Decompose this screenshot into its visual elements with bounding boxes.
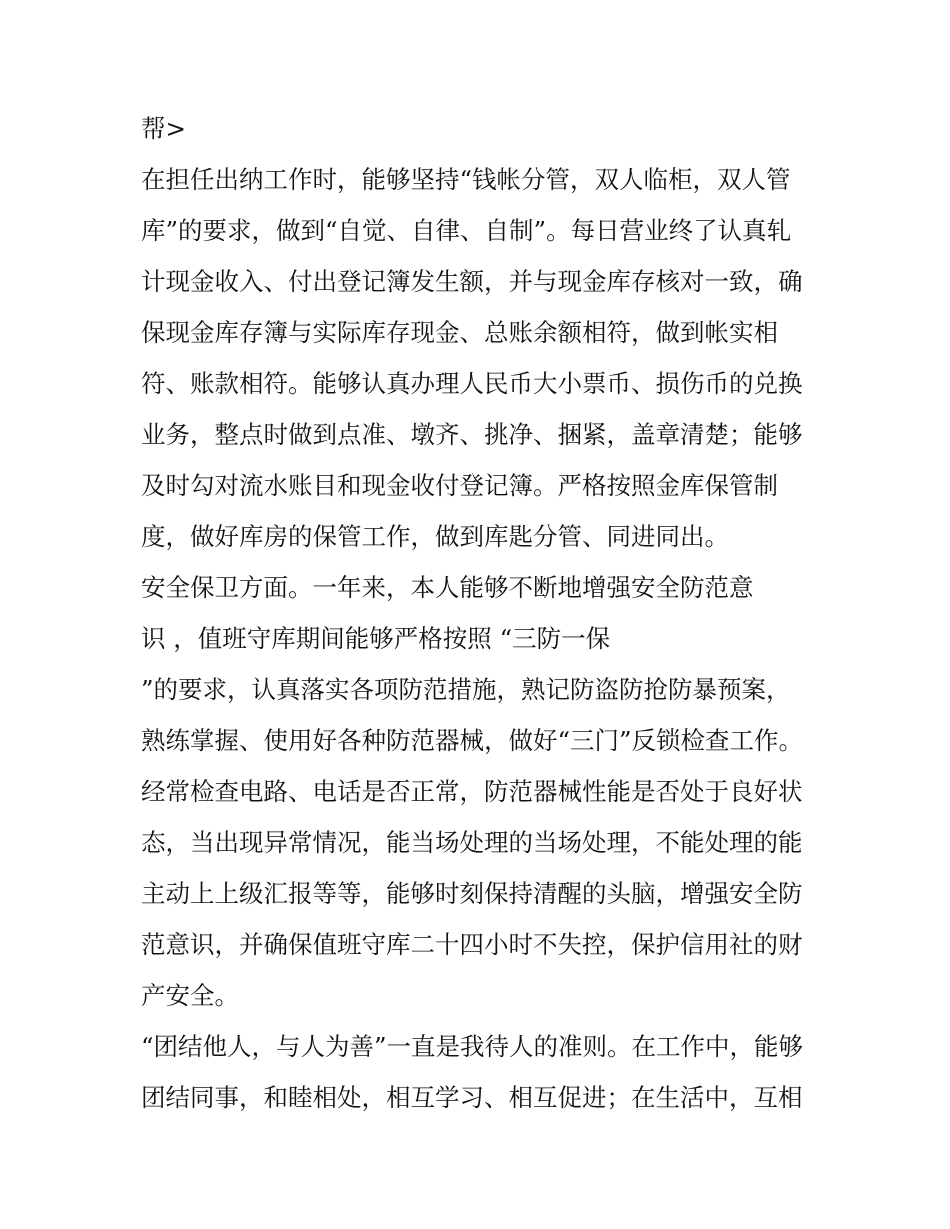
text-line: 度，做好库房的保管工作，做到库匙分管、同进同出。 xyxy=(141,522,729,551)
text-line: 熟练掌握、使用好各种防范器械，做好“三门”反锁检查工作。 xyxy=(141,726,804,755)
text-line: 计现金收入、付出登记簿发生额，并与现金库存核对一致，确 xyxy=(141,267,803,296)
text-line: 态，当出现异常情况，能当场处理的当场处理，不能处理的能 xyxy=(141,828,803,857)
text-line: 团结同事，和睦相处，相互学习、相互促进；在生活中，互相 xyxy=(141,1083,803,1112)
text-line: 保现金库存簿与实际库存现金、总账余额相符，做到帐实相 xyxy=(141,318,778,347)
text-line: 产安全。 xyxy=(141,981,239,1010)
text-line: ”的要求，认真落实各项防范措施，熟记防盗防抢防暴预案， xyxy=(141,675,791,704)
text-line: 安全保卫方面。一年来，本人能够不断地增强安全防范意 xyxy=(141,573,754,602)
text-line: 符、账款相符。能够认真办理人民币大小票币、损伤币的兑换 xyxy=(141,369,803,398)
text-line: 业务，整点时做到点准、墩齐、挑净、捆紧，盖章清楚；能够 xyxy=(141,420,803,449)
text-line: 库”的要求，做到“自觉、自律、自制”。每日营业终了认真轧 xyxy=(141,216,792,245)
text-line: 在担任出纳工作时，能够坚持“钱帐分管，双人临柜，双人管 xyxy=(141,165,791,194)
text-line: “团结他人，与人为善”一直是我待人的准则。在工作中，能够 xyxy=(141,1032,804,1061)
text-line: 识 ，值班守库期间能够严格按照 “三防一保 xyxy=(141,624,611,653)
text-line: 范意识，并确保值班守库二十四小时不失控，保护信用社的财 xyxy=(141,930,803,959)
text-line: 帮> xyxy=(141,114,187,143)
text-line: 经常检查电路、电话是否正常，防范器械性能是否处于良好状 xyxy=(141,777,803,806)
text-line: 主动上上级汇报等等，能够时刻保持清醒的头脑，增强安全防 xyxy=(141,879,803,908)
text-line: 及时勾对流水账目和现金收付登记簿。严格按照金库保管制 xyxy=(141,471,778,500)
